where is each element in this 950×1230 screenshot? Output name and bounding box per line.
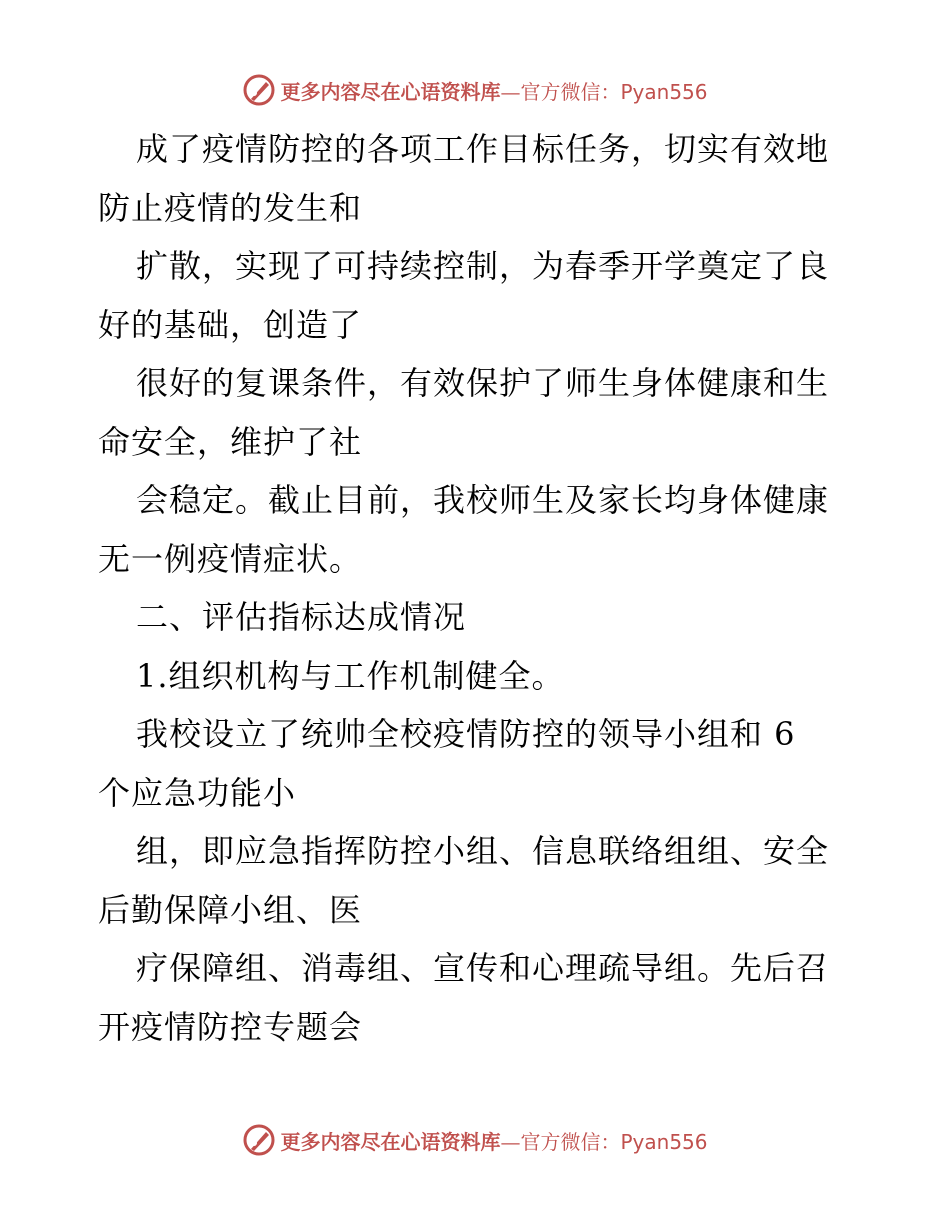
text-line: 好的基础，创造了 — [98, 305, 363, 344]
watermark-main: 更多内容尽在心语资料库 — [280, 79, 501, 104]
text-line: 1.组织机构与工作机制健全。 — [136, 656, 565, 695]
document-body — [98, 120, 858, 1056]
text-line: 防止疫情的发生和 — [98, 188, 363, 227]
text-line: 成了疫情防控的各项工作目标任务，切实有效地 — [136, 130, 830, 168]
watermark-separator: — — [500, 1129, 521, 1154]
watermark-label: 官方微信： — [520, 79, 621, 104]
text-line: 我校设立了统帅全校疫情防控的领导小组和 6 — [136, 715, 796, 753]
text-line: 很好的复课条件，有效保护了师生身体健康和生 — [136, 364, 830, 402]
text-line: 个应急功能小 — [98, 773, 297, 812]
text-line: 扩散，实现了可持续控制，为春季开学奠定了良 — [136, 247, 830, 285]
watermark-label: 官方微信： — [520, 1129, 621, 1154]
quill-logo-icon — [242, 73, 276, 107]
text-line: 开疫情防控专题会 — [98, 1007, 363, 1046]
footer-watermark — [0, 1120, 950, 1160]
quill-logo-icon — [242, 1123, 276, 1157]
text-line: 命安全，维护了社 — [98, 422, 363, 461]
text-line: 会稳定。截止目前，我校师生及家长均身体健康 — [136, 481, 830, 519]
text-line: 无一例疫情症状。 — [98, 539, 363, 578]
header-watermark — [0, 70, 950, 110]
watermark-separator: — — [500, 79, 521, 104]
watermark-id: Pyan556 — [620, 79, 708, 104]
watermark-main: 更多内容尽在心语资料库 — [280, 1129, 501, 1154]
text-line: 二、评估指标达成情况 — [136, 598, 467, 636]
text-line: 组，即应急指挥防控小组、信息联络组组、安全 — [136, 832, 830, 870]
text-line: 疗保障组、消毒组、宣传和心理疏导组。先后召 — [136, 949, 830, 987]
watermark-id: Pyan556 — [620, 1129, 708, 1154]
watermark-text — [280, 76, 707, 105]
text-line: 后勤保障小组、医 — [98, 890, 363, 929]
watermark-text — [280, 1126, 707, 1155]
